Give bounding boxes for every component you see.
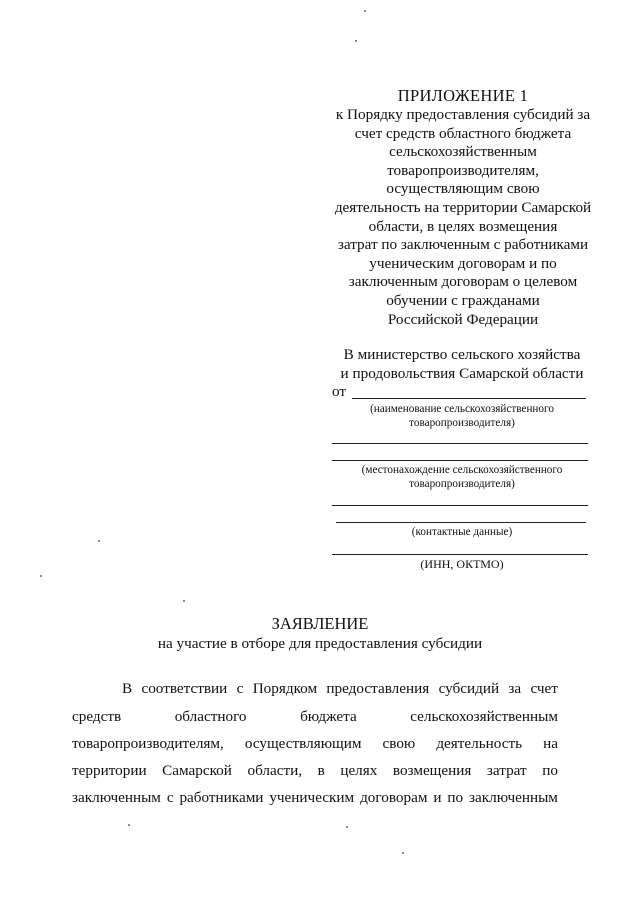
applicant-name-field[interactable] bbox=[352, 398, 586, 399]
word: деятельность bbox=[436, 735, 523, 752]
location-field[interactable] bbox=[332, 460, 588, 461]
word: сельскохозяйственным bbox=[410, 708, 558, 725]
body-line-3 bbox=[72, 735, 558, 753]
word: В bbox=[122, 680, 133, 697]
body-line-5 bbox=[72, 789, 558, 807]
appendix-description bbox=[330, 106, 596, 329]
appendix-line: ученическим договорам и по bbox=[369, 254, 557, 272]
word: по bbox=[447, 789, 464, 806]
scan-speck bbox=[355, 40, 357, 42]
appendix-line: обучении с гражданами bbox=[386, 291, 540, 309]
appendix-line: товаропроизводителям, bbox=[387, 161, 539, 179]
body-line-4 bbox=[72, 762, 558, 780]
word: целях bbox=[340, 762, 378, 779]
word: бюджета bbox=[300, 708, 357, 725]
word: товаропроизводителям, bbox=[72, 735, 224, 752]
scan-speck bbox=[364, 10, 366, 12]
scan-speck bbox=[98, 540, 100, 542]
word: с bbox=[166, 789, 174, 806]
body-line-2 bbox=[72, 708, 558, 726]
word: соответствии bbox=[141, 680, 228, 697]
appendix-title: ПРИЛОЖЕНИЕ 1 bbox=[397, 86, 529, 105]
statement-subtitle: на участие в отборе для предоставления субсидии bbox=[157, 635, 483, 652]
word: с bbox=[236, 680, 244, 697]
word: осуществляющим bbox=[244, 735, 362, 752]
caption-name-1: (наименование сельскохозяйственного bbox=[370, 403, 554, 415]
appendix-line: затрат по заключенным с работниками bbox=[337, 236, 589, 254]
caption-name-2: товаропроизводителя) bbox=[409, 417, 515, 429]
word: областного bbox=[174, 708, 247, 725]
word: области, bbox=[247, 762, 303, 779]
from-label: от bbox=[332, 383, 347, 400]
word: заключенным bbox=[469, 789, 558, 806]
word: счет bbox=[530, 680, 558, 697]
inn-oktmo-field[interactable] bbox=[332, 554, 588, 555]
appendix-line: Российской Федерации bbox=[387, 310, 539, 328]
word: по bbox=[542, 762, 558, 779]
caption-location-2: товаропроизводителя) bbox=[409, 478, 515, 490]
word: Самарской bbox=[162, 762, 232, 779]
appendix-line: осуществляющим свою bbox=[386, 180, 540, 198]
word: Порядком bbox=[252, 680, 318, 697]
word: средств bbox=[72, 708, 122, 725]
appendix-line: счет средств областного бюджета bbox=[354, 124, 572, 142]
word: затрат bbox=[486, 762, 527, 779]
word: свою bbox=[382, 735, 416, 752]
scan-speck bbox=[402, 852, 404, 854]
appendix-line: области, в целях возмещения bbox=[368, 217, 558, 235]
word: территории bbox=[72, 762, 147, 779]
location-field-2[interactable] bbox=[332, 505, 588, 506]
word: ученическим bbox=[269, 789, 355, 806]
word: договорам bbox=[360, 789, 428, 806]
body-line-1 bbox=[72, 680, 558, 698]
appendix-line: деятельность на территории Самарской bbox=[334, 198, 592, 216]
caption-contacts: (контактные данные) bbox=[411, 526, 513, 538]
appendix-line: заключенным договорам о целевом bbox=[348, 273, 578, 291]
statement-title: ЗАЯВЛЕНИЕ bbox=[271, 614, 369, 633]
addressee-line-2: и продовольствия Самарской области bbox=[340, 365, 584, 382]
word: в bbox=[317, 762, 325, 779]
word: возмещения bbox=[392, 762, 472, 779]
word: за bbox=[508, 680, 522, 697]
caption-location-1: (местонахождение сельскохозяйственного bbox=[361, 464, 563, 476]
scan-speck bbox=[128, 824, 130, 826]
caption-inn: (ИНН, ОКТМО) bbox=[420, 557, 504, 571]
word: на bbox=[543, 735, 558, 752]
word: и bbox=[433, 789, 442, 806]
word: работниками bbox=[179, 789, 264, 806]
scan-speck bbox=[183, 600, 185, 602]
scan-speck bbox=[40, 575, 42, 577]
addressee-line-1: В министерство сельского хозяйства bbox=[343, 346, 581, 363]
contacts-field[interactable] bbox=[336, 522, 586, 523]
applicant-name-field-2[interactable] bbox=[332, 443, 588, 444]
appendix-line: к Порядку предоставления субсидий за bbox=[335, 106, 591, 123]
word: предоставления bbox=[326, 680, 430, 697]
word: субсидий bbox=[438, 680, 500, 697]
word: заключенным bbox=[72, 789, 161, 806]
appendix-line: сельскохозяйственным bbox=[389, 143, 537, 161]
scan-speck bbox=[346, 826, 348, 828]
